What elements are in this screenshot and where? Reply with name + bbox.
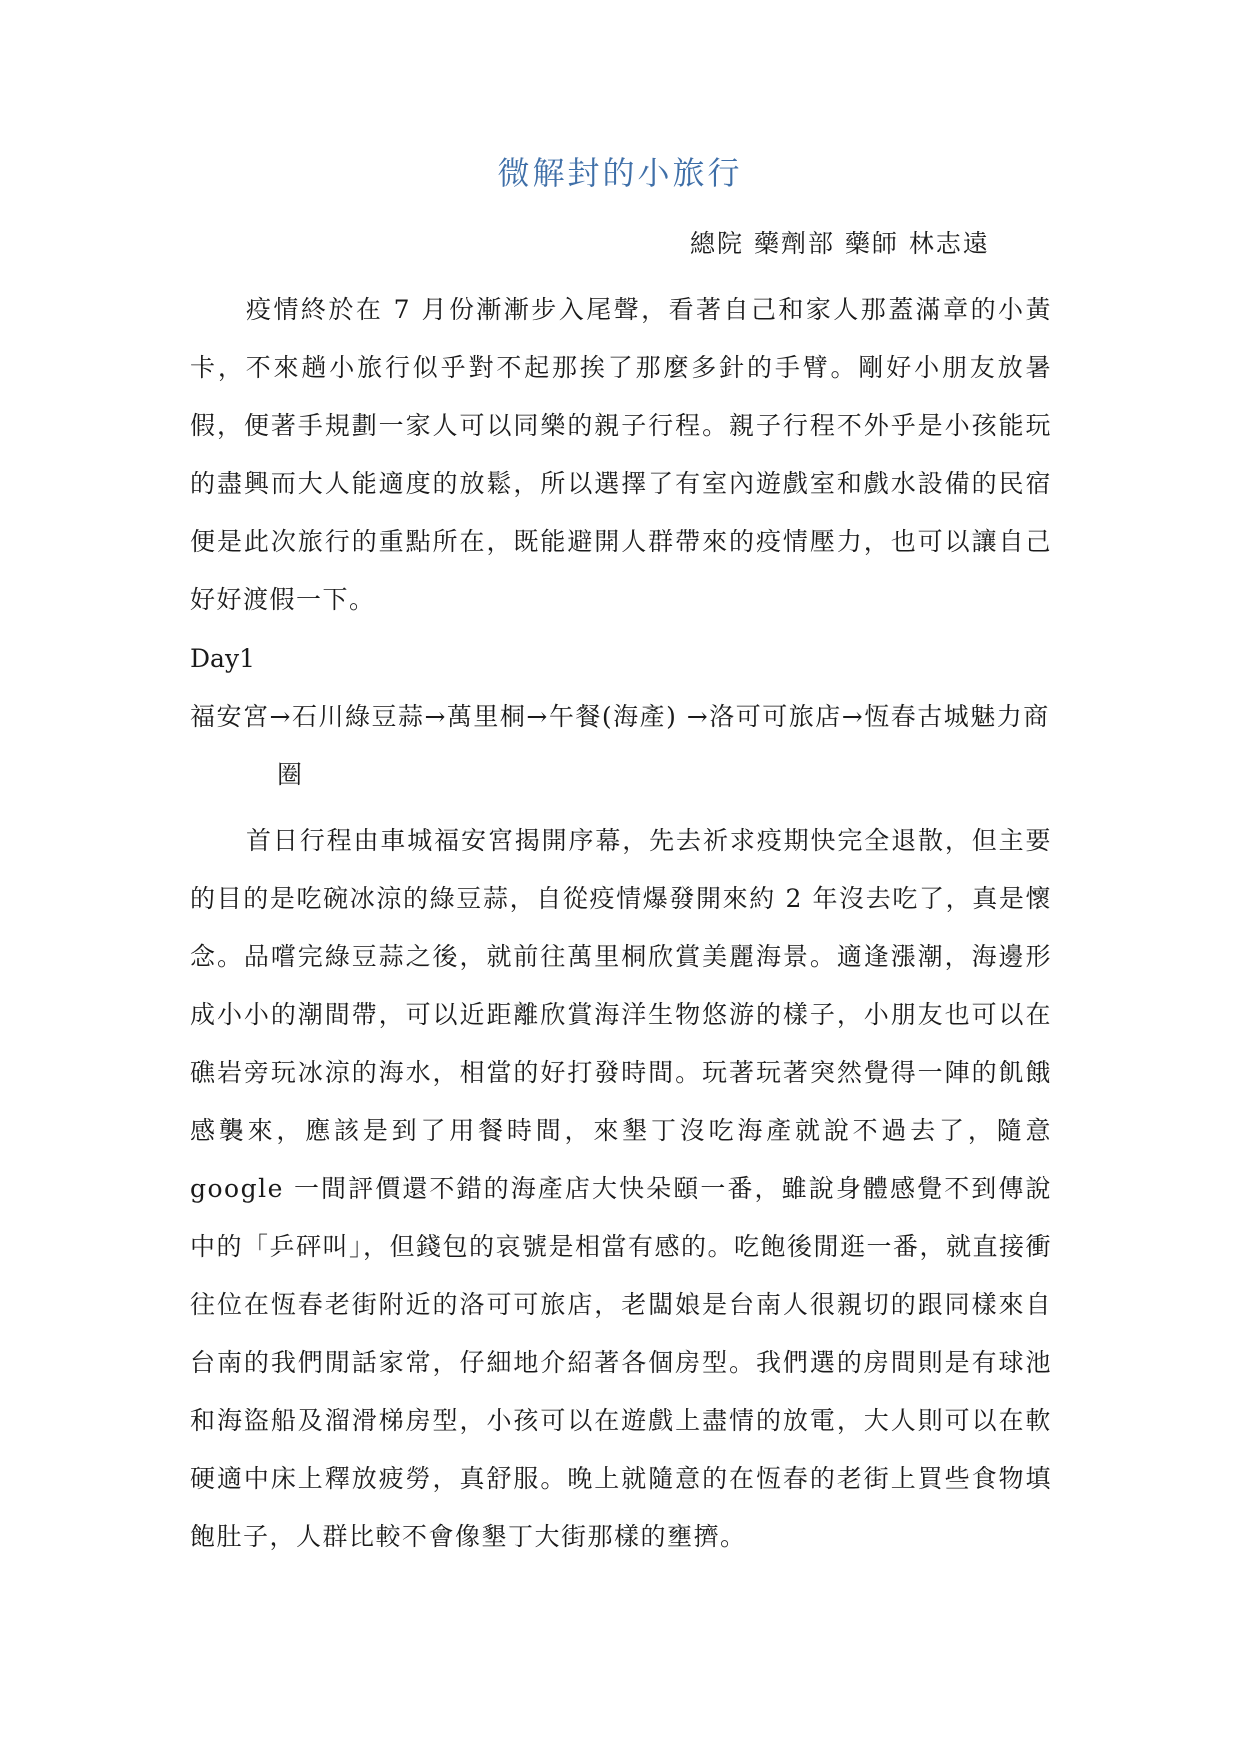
author-byline: 總院 藥劑部 藥師 林志遠 xyxy=(690,229,990,258)
day-heading: Day1 xyxy=(190,644,255,673)
day1-paragraph: 首日行程由車城福安宮揭開序幕，先去祈求疫期快完全退散，但主要的目的是吃碗冰涼的綠豆蒜，自從疫情爆發開來約 2 年沒去吃了，真是懷念。品嚐完綠豆蒜之後，就前往萬里桐欣賞美麗海景。適逢漲潮，海邊形成小小的潮間帶，可以近距離欣賞海洋生物悠游的樣子，小朋友也可以在礁岩旁玩冰涼的海水，相當的好打發時間。玩著玩著突然覺得一陣的飢餓感襲來，應該是到了用餐時間，來墾丁沒吃海產就說不過去了，隨意 google 一間評價還不錯的海產店大快朵頤一番，雖說身體感覺不到傳說中的「乒砰叫」，但錢包的哀號是相當有感的。吃飽後閒逛一番，就直接衝往位在恆春老街附近的洛可可旅店，老闆娘是台南人很親切的跟同樣來自台南的我們閒話家常，仔細地介紹著各個房型。我們選的房間則是有球池和海盜船及溜滑梯房型，小孩可以在遊戲上盡情的放電，大人則可以在軟硬適中床上釋放疲勞，真舒服。晚上就隨意的在恆春的老街上買些食物填飽肚子，人群比較不會像墾丁大街那樣的壅擠。 xyxy=(190,826,1053,1551)
article-title: 微解封的小旅行 xyxy=(497,154,743,192)
intro-paragraph: 疫情終於在 7 月份漸漸步入尾聲，看著自己和家人那蓋滿章的小黃卡，不來趟小旅行似乎對不起那挨了那麼多針的手臂。剛好小朋友放暑假，便著手規劃一家人可以同樂的親子行程。親子行程不外乎是小孩能玩的盡興而大人能適度的放鬆，所以選擇了有室內遊戲室和戲水設備的民宿便是此次旅行的重點所在，既能避開人群帶來的疫情壓力，也可以讓自己好好渡假一下。 xyxy=(190,295,1052,614)
itinerary-route: 福安宮→石川綠豆蒜→萬里桐→午餐(海產) →洛可可旅店→恆春古城魅力商圈 xyxy=(190,702,1050,789)
